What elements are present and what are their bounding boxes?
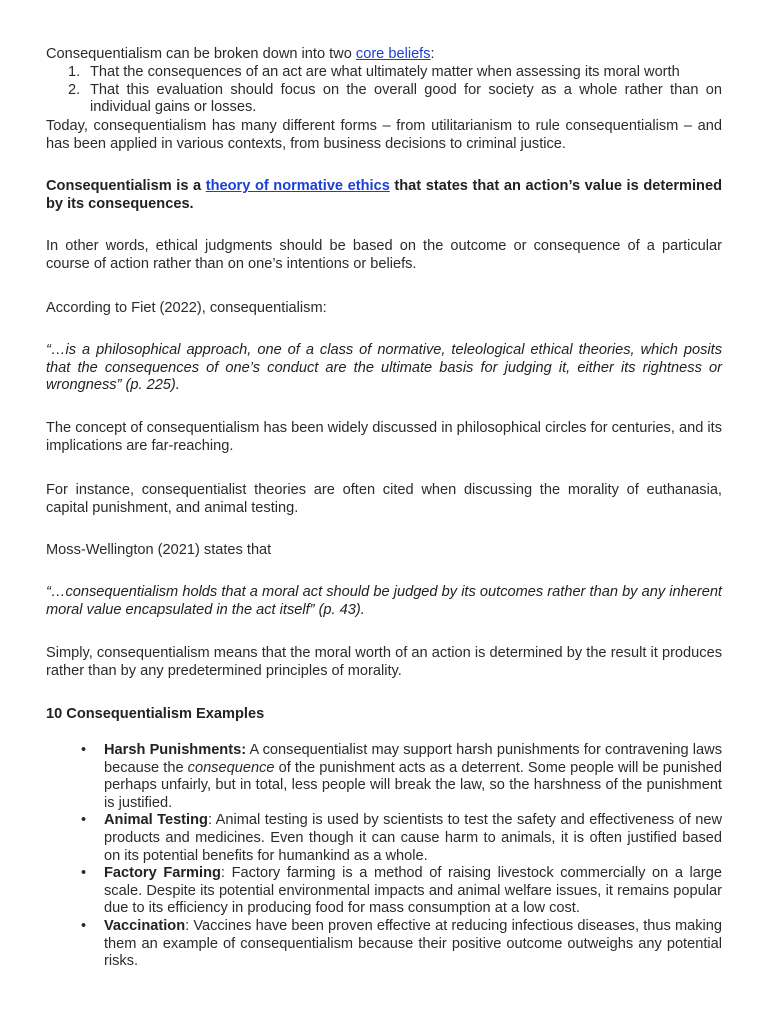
fiet-quote: “…is a philosophical approach, one of a class of normative, teleological ethical theories, which posits that the consequences of one’s conduct are the ultimate basis for judging it, either its rightness or wrongness” (p. 225). [46, 342, 722, 394]
list-number: 2. [68, 81, 81, 98]
example-term: Harsh Punishments: [104, 742, 247, 758]
example-text: : Factory farming is a method of raising livestock commercially on a large scale. Despite its potential environmental impacts and animal welfare issues, it remains popular due to its efficiency in producing food for mass consumption at a low cost. [104, 865, 723, 917]
list-item [46, 82, 722, 117]
today-paragraph: Today, consequentialism has many different forms – from utilitarianism to rule consequentialism – and has been applied in various contexts, from business decisions to criminal justice. [46, 118, 722, 152]
list-item [78, 812, 722, 865]
fiet-intro: According to Fiet (2022), consequentialism: [46, 300, 327, 316]
list-item [78, 918, 722, 971]
list-item-text: That this evaluation should focus on the overall good for society as a whole rather than on individual gains or losses. [90, 81, 722, 116]
instance-paragraph: For instance, consequentialist theories are often cited when discussing the morality of euthanasia, capital punishment, and animal testing. [46, 482, 722, 516]
list-item [78, 865, 722, 918]
moss-quote: “…consequentialism holds that a moral act should be judged by its outcomes rather than by any inherent moral value encapsulated in the act itself” (p. 43). [46, 584, 722, 618]
examples-heading: 10 Consequentialism Examples [46, 706, 265, 722]
bullet-icon: • [81, 812, 87, 829]
intro-text: Consequentialism can be broken down into two [46, 46, 356, 62]
other-words-paragraph: In other words, ethical judgments should be based on the outcome or consequence of a particular course of action rather than on one’s intentions or beliefs. [46, 238, 722, 272]
bullet-icon: • [81, 742, 87, 758]
example-text: : Vaccines have been proven effective at reducing infectious diseases, thus making them an example of consequentialism because their positive outcome outweighs any potential risks. [104, 917, 722, 970]
intro-paragraph [46, 46, 722, 64]
example-text: : Animal testing is used by scientists to test the safety and effectiveness of new products and medicines. Even though it can cause harm to animals, it is often justified based on its potential benefits for humankind as a whole. [104, 812, 722, 864]
bullet-icon: • [81, 865, 87, 882]
simply-paragraph: Simply, consequentialism means that the moral worth of an action is determined by the result it produces rather than by any predetermined principles of morality. [46, 645, 722, 679]
definition-text: Consequentialism is a [46, 178, 206, 194]
example-emphasis: consequence [187, 759, 275, 776]
examples-list [78, 742, 722, 971]
intro-suffix: : [430, 46, 435, 62]
example-text: A consequentialist may support harsh punishments for contravening laws because the [104, 742, 723, 776]
core-beliefs-list [46, 64, 722, 117]
list-item [46, 64, 722, 82]
core-beliefs-link[interactable]: core beliefs [355, 46, 431, 62]
definition-paragraph [46, 178, 722, 213]
example-term: Animal Testing [104, 812, 208, 829]
definition-suffix: that states that an action’s value is determined by its consequences. [46, 178, 722, 212]
list-item [78, 742, 722, 812]
bullet-icon: • [81, 917, 87, 934]
example-term: Factory Farming [104, 865, 221, 882]
concept-paragraph: The concept of consequentialism has been widely discussed in philosophical circles for centuries, and its implications are far-reaching. [46, 420, 722, 454]
moss-intro: Moss-Wellington (2021) states that [46, 542, 272, 558]
example-term: Vaccination [104, 917, 186, 934]
normative-ethics-link[interactable]: theory of normative ethics [205, 178, 390, 194]
list-number: 1. [68, 64, 81, 80]
list-item-text: That the consequences of an act are what ultimately matter when assessing its moral worth [90, 64, 680, 80]
example-text-continued: of the punishment acts as a deterrent. Some people will be punished perhaps unfairly, but in total, less people will break the law, so the harshness of the punishment is justified. [104, 759, 722, 811]
